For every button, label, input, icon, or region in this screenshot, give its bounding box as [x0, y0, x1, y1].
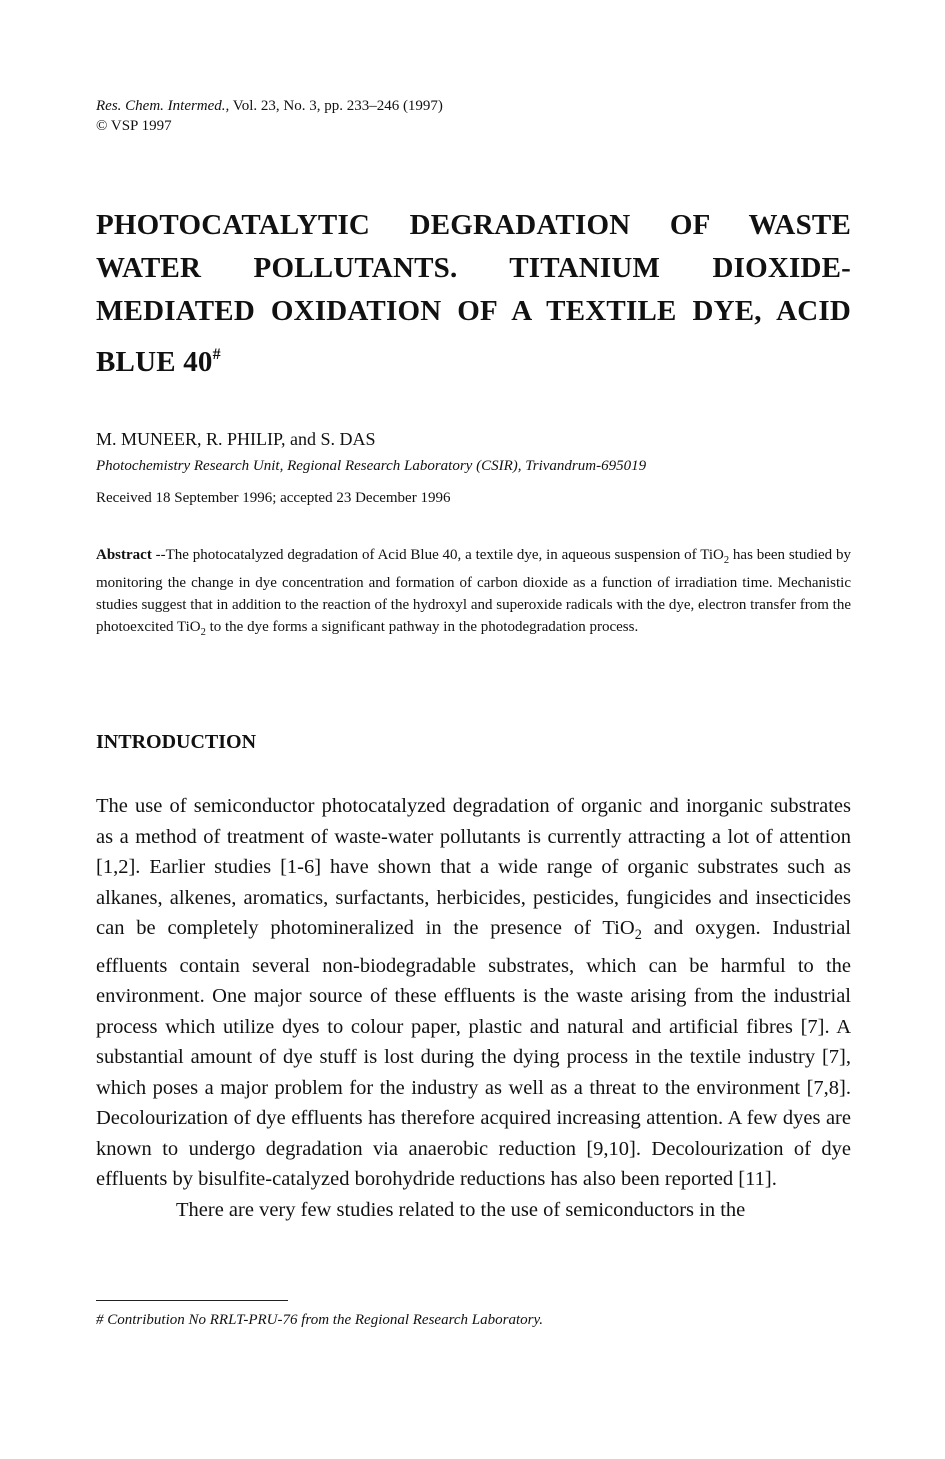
received-date: Received 18 September 1996; accepted 23 December 1996 — [96, 490, 451, 506]
abstract-subscript-2: 2 — [200, 627, 206, 638]
intro-text-1: The use of semiconductor photocatalyzed degradation of organic and inorganic substrates as a method of treatment of waste-water pollutants is currently attracting a lot of attention [1,2]. Earlier studies [1-6] have shown that a wide range of organic substrates such as alkanes, alkenes, aromatics, surfactants, herbicides, pesticides, fungicides and insecticides can be completely photomineralized in the presence of TiO — [96, 795, 851, 939]
title-line-4-text: BLUE 40 — [96, 346, 213, 378]
section-heading-introduction: INTRODUCTION — [96, 731, 257, 753]
abstract — [96, 544, 851, 644]
copyright-line: © VSP 1997 — [96, 118, 172, 134]
journal-citation — [96, 96, 443, 116]
title-line-3: MEDIATED OXIDATION OF A TEXTILE DYE, ACID — [96, 295, 851, 327]
abstract-text-2: has been studied by monitoring the change in dye concentration and formation of carbon dioxide as a function of irradiation time. Mechanistic studies suggest that in addition to the reaction of the hydroxyl and superoxide radicals with the dye, electron transfer from the photoexcited TiO — [96, 547, 851, 635]
intro-paragraph-2: There are very few studies related to the use of semiconductors in the — [176, 1198, 746, 1221]
title-line-2: WATER POLLUTANTS. TITANIUM DIOXIDE- — [96, 252, 851, 284]
title-footnote-marker: # — [212, 346, 221, 363]
journal-name: Res. Chem. Intermed., — [96, 98, 230, 114]
journal-volume: Vol. 23, No. 3, pp. 233–246 (1997) — [229, 98, 443, 114]
abstract-subscript-1: 2 — [723, 555, 730, 566]
footnote: # Contribution No RRLT-PRU-76 from the Regional Research Laboratory. — [96, 1312, 544, 1328]
intro-text-2: and oxygen. Industrial effluents contain several non-biodegradable substrates, which can be harmful to the environment. One major source of these effluents is the waste arising from the industrial process which utilize dyes to colour paper, plastic and natural and artificial fibres [7]. A substantial amount of dye stuff is lost during the dying process in the textile industry [7], which poses a major problem for the industry as well as a threat to the environment [7,8]. Decolourization of dye effluents has therefore acquired increasing attention. A few dyes are known to undergo degradation via anaerobic reduction [9,10]. Decolourization of dye effluents by bisulfite-catalyzed borohydride reductions has also been reported [11]. — [96, 917, 851, 1191]
intro-paragraph-1 — [96, 791, 851, 1195]
author-list: M. MUNEER, R. PHILIP, and S. DAS — [96, 429, 376, 449]
introduction-body — [96, 791, 851, 1225]
intro-subscript: 2 — [634, 927, 642, 944]
affiliation: Photochemistry Research Unit, Regional Research Laboratory (CSIR), Trivandrum-695019 — [96, 458, 647, 474]
journal-header — [96, 96, 443, 136]
abstract-label: Abstract — [96, 547, 152, 563]
abstract-text-3: to the dye forms a significant pathway in the photodegradation process. — [205, 619, 639, 635]
paper-title — [96, 204, 851, 384]
footnote-rule — [96, 1300, 288, 1301]
title-line-4 — [96, 333, 851, 384]
title-line-1: PHOTOCATALYTIC DEGRADATION OF WASTE — [96, 209, 851, 241]
abstract-text-1: --The photocatalyzed degradation of Acid Blue 40, a textile dye, in aqueous suspension of TiO — [151, 547, 724, 563]
